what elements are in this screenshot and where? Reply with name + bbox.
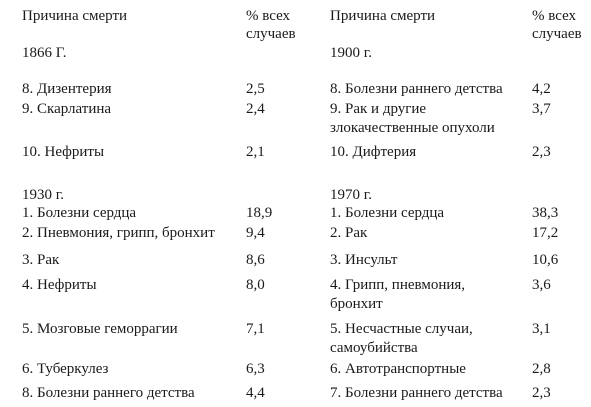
table-row-pct: 17,2 [532,225,559,241]
table-row-pct: 4,2 [532,81,551,97]
table-row-cause-line1: 9. Рак и другие [330,101,427,117]
table-row-pct: 3,7 [532,101,551,117]
header-left-cause: Причина смерти [22,8,128,24]
table-row-pct: 18,9 [246,205,273,221]
table-row-pct: 4,4 [246,385,265,401]
table-row-cause: 10. Дифтерия [330,144,417,160]
table-row-cause: 2. Пневмония, грипп, бронхит [22,225,215,241]
table-row-pct: 2,4 [246,101,265,117]
table-row-pct: 2,8 [532,361,551,377]
table-row-pct: 3,1 [532,321,551,337]
header-right-cause: Причина смерти [330,8,436,24]
table-row-cause: 3. Инсульт [330,252,398,268]
year-label-1970: 1970 г. [330,187,372,203]
header-right-pct-line1: % всех [532,8,577,24]
table-row-pct: 6,3 [246,361,265,377]
table-row-cause: 1. Болезни сердца [22,205,137,221]
header-right-pct-line2: случаев [532,26,582,42]
table-row-cause: 10. Нефриты [22,144,105,160]
table-row-pct: 3,6 [532,277,551,293]
table-row-pct: 9,4 [246,225,265,241]
table-row-cause: 4. Нефриты [22,277,97,293]
year-label-1930: 1930 г. [22,187,64,203]
header-left-pct-line1: % всех [246,8,291,24]
table-row-cause-line2: бронхит [330,296,383,312]
table-row-pct: 10,6 [532,252,559,268]
table-row-cause: 8. Болезни раннего детства [330,81,503,97]
table-row-pct: 2,5 [246,81,265,97]
table-row-cause: 3. Рак [22,252,60,268]
year-label-1866: 1866 Г. [22,45,67,61]
header-left-pct-line2: случаев [246,26,296,42]
table-row-cause-line2: самоубийства [330,340,418,356]
table-row-cause: 8. Болезни раннего детства [22,385,195,401]
table-row-cause: 7. Болезни раннего детства [330,385,503,401]
table-row-cause-line1: 4. Грипп, пневмония, [330,277,466,293]
table-row-cause: 5. Мозговые геморрагии [22,321,178,337]
table-row-cause-line1: 5. Несчастные случаи, [330,321,473,337]
table-row-pct: 38,3 [532,205,559,221]
table-row-pct: 2,3 [532,385,551,401]
table-row-cause: 6. Туберкулез [22,361,109,377]
table-row-pct: 2,3 [532,144,551,160]
table-row-pct: 8,6 [246,252,265,268]
table-row-pct: 7,1 [246,321,265,337]
table-row-cause: 1. Болезни сердца [330,205,445,221]
table-row-cause: 9. Скарлатина [22,101,112,117]
table-row-cause: 6. Автотранспортные [330,361,466,377]
year-label-1900: 1900 г. [330,45,372,61]
table-row-cause: 8. Дизентерия [22,81,112,97]
table-row-cause: 2. Рак [330,225,368,241]
table-row-cause-line2: злокачественные опухоли [330,120,495,136]
table-row-pct: 2,1 [246,144,265,160]
table-row-pct: 8,0 [246,277,265,293]
